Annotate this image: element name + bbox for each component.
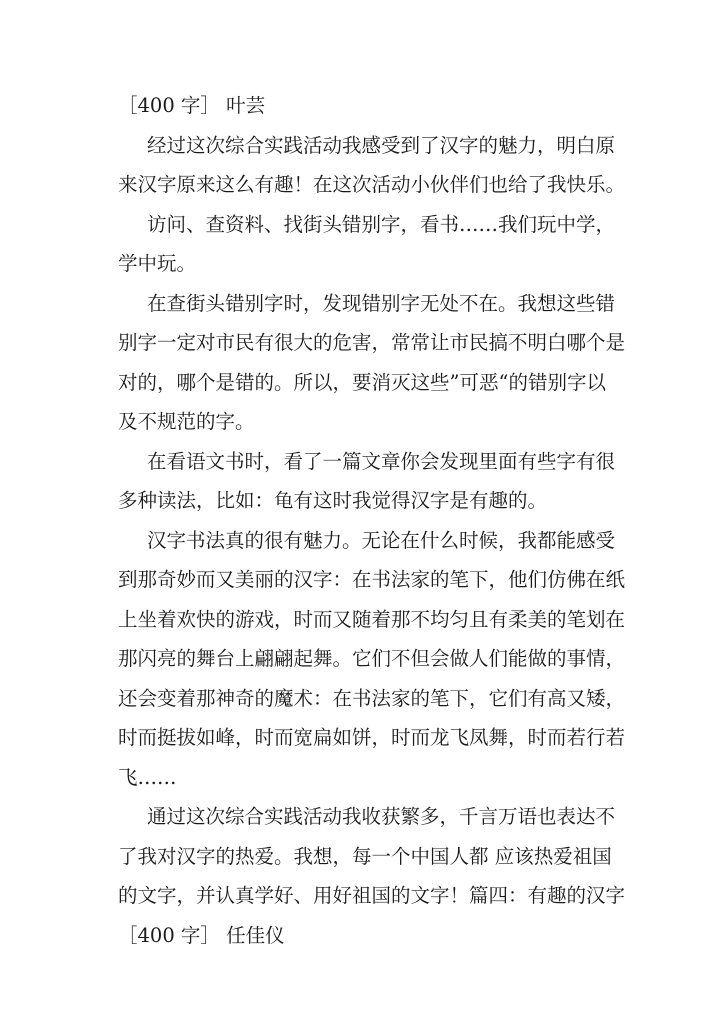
text-line: 飞…… (118, 765, 177, 789)
text-line: 还会变着那神奇的魔术：在书法家的笔下，它们有高又矮， (118, 686, 626, 710)
text-line: 在查街头错别字时，发现错别字无处不在。我想这些错 (147, 291, 616, 315)
text-line: 到那奇妙而又美丽的汉字：在书法家的笔下，他们仿佛在纸 (118, 568, 626, 591)
text-line: 那闪亮的舞台上翩翩起舞。它们不但会做人们能做的事情， (118, 647, 626, 670)
text-line: 了我对汉字的热爱。我想，每一个中国人都 应该热爱祖国 (118, 844, 612, 868)
text-line: ［400 字］ 叶芸 (118, 94, 266, 117)
text-line: 及不规范的字。 (118, 410, 255, 433)
essay-text (118, 86, 638, 955)
text-line: 的文字，并认真学好、用好祖国的文字！篇四：有趣的汉字 (118, 884, 626, 907)
text-line: 汉字书法真的很有魅力。无论在什么时候，我都能感受 (147, 528, 616, 552)
text-line: ［400 字］ 任佳仪 (118, 923, 285, 947)
text-line: 对的，哪个是错的。所以，要消灭这些”可恶“的错别字以 (118, 370, 606, 394)
text-line: 学中玩。 (118, 252, 197, 275)
text-line: 多种读法，比如：龟有这时我觉得汉字是有趣的。 (118, 489, 548, 512)
text-line: 来汉字原来这么有趣！在这次活动小伙伴们也给了我快乐。 (118, 173, 626, 196)
text-line: 经过这次综合实践活动我感受到了汉字的魅力，明白原 (147, 133, 616, 157)
text-line: 在看语文书时，看了一篇文章你会发现里面有些字有很 (147, 449, 616, 473)
text-line: 访问、查资料、找街头错别字，看书……我们玩中学， (147, 212, 616, 236)
text-line: 别字一定对市民有很大的危害，常常让市民搞不明白哪个是 (118, 331, 626, 354)
text-line: 通过这次综合实践活动我收获繁多，千言万语也表达不 (147, 805, 616, 828)
text-line: 时而挺拔如峰，时而宽扁如饼，时而龙飞凤舞，时而若行若 (118, 726, 626, 749)
text-line: 上坐着欢快的游戏，时而又随着那不均匀且有柔美的笔划在 (118, 607, 626, 631)
